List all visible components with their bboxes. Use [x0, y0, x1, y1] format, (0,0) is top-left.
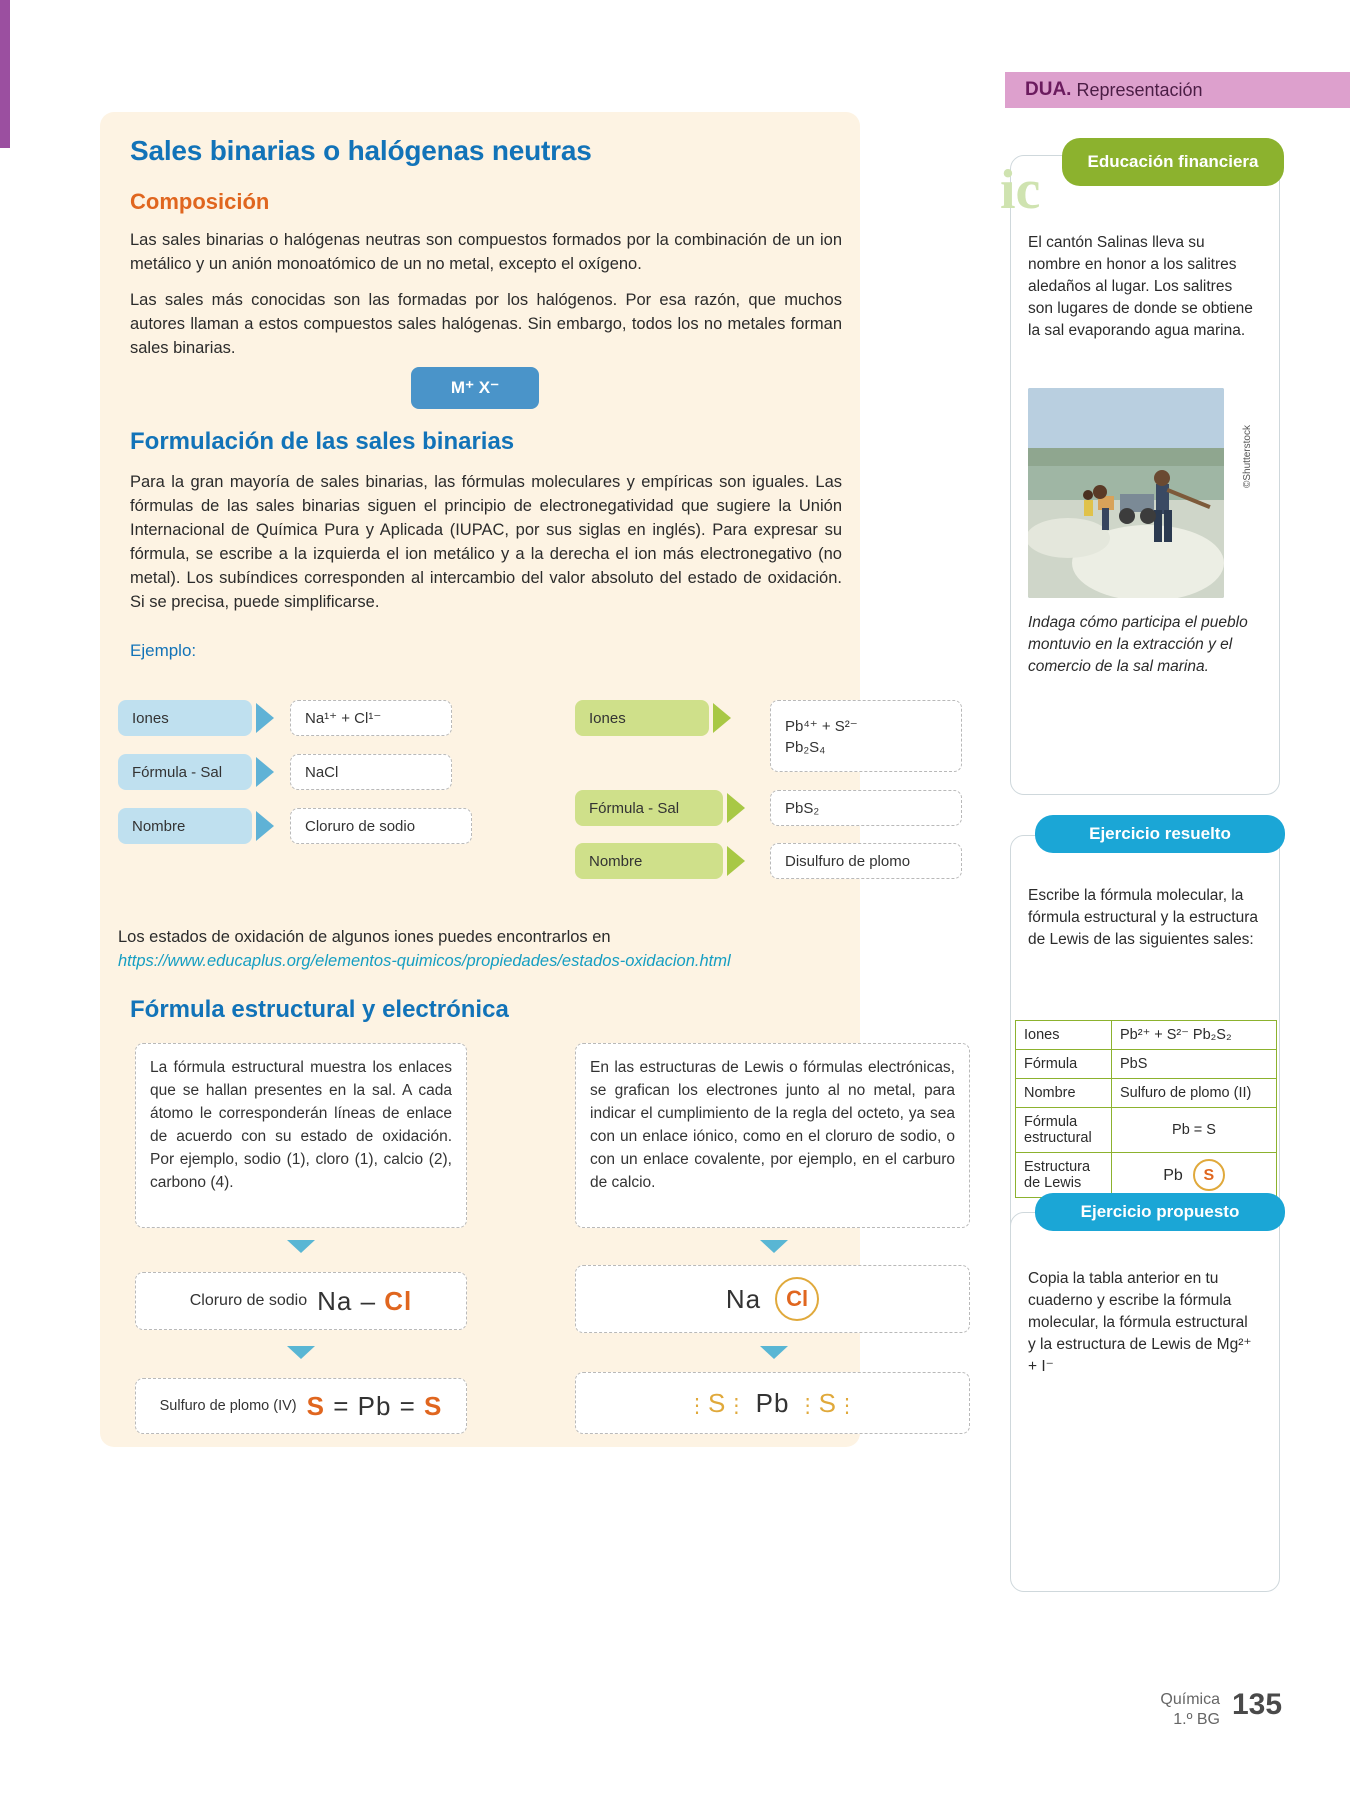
flow-right-row-1-value: PbS₂ [770, 790, 962, 826]
triangle-down-icon [287, 1346, 315, 1359]
resource-link-url[interactable]: https://www.educaplus.org/elementos-quimicos/propiedades/estados-oxidacion.html [118, 952, 731, 970]
flow-left-row-2-value: Cloruro de sodio [290, 808, 472, 844]
section-heading-formulacion: Formulación de las sales binarias [130, 428, 515, 455]
section-heading-estructural: Fórmula estructural y electrónica [130, 996, 509, 1023]
result-pbs2-formula: S = Pb = S [306, 1390, 443, 1421]
result-pbs2-label: Sulfuro de plomo (IV) [159, 1398, 297, 1414]
table-cell-value: Pb²⁺ + S²⁻ Pb₂S₂ [1112, 1021, 1277, 1050]
lewis-s-ring-icon: S [1193, 1159, 1225, 1191]
table-row [1016, 1021, 1277, 1050]
info-box-structural: La fórmula estructural muestra los enlaces que se hallan presentes en la sal. A cada átomo le corresponderán líneas de enlace de acuerdo con su estado de oxidación. Por ejemplo, sodio (1), cloro (1), calcio (2), carbono (4). [135, 1043, 467, 1228]
flow-right-row-0-label: Iones [575, 700, 709, 736]
ic-watermark-icon: ic [1000, 159, 1041, 221]
result-box-pbs2-lewis [575, 1372, 970, 1434]
triangle-down-icon [760, 1346, 788, 1359]
lewis-cl-ring-icon: Cl [775, 1277, 819, 1321]
info-box-lewis: En las estructuras de Lewis o fórmulas electrónicas, se grafican los electrones junto al no metal, para indicar el cumplimiento de la regla del octeto, ya sea con un enlace iónico, como en el cloruro de sodio, o con un enlace covalente, por ejemplo, en el carburo de calcio. [575, 1043, 970, 1228]
table-cell-label: Estructura de Lewis [1016, 1153, 1112, 1198]
flow-left-row-1-value: NaCl [290, 754, 452, 790]
table-cell-label: Iones [1016, 1021, 1112, 1050]
table-cell-value-lewis: Pb S [1112, 1153, 1277, 1198]
page-number: 135 [1232, 1688, 1283, 1721]
resource-link-block[interactable] [118, 925, 858, 973]
sidebar-card2-text: Escribe la fórmula molecular, la fórmula estructural y la estructura de Lewis de las siguientes sales: [1028, 887, 1259, 948]
sidebar-card3-text: Copia la tabla anterior en tu cuaderno y escribe la fórmula molecular, la fórmula estructural y la estructura de Lewis de Mg²⁺ + I⁻ [1028, 1270, 1252, 1375]
table-cell-label: Fórmula estructural [1016, 1108, 1112, 1153]
sidebar-card1-text: El cantón Salinas lleva su nombre en honor a los salitres aledaños al lugar. Los salitres son lugares de donde se obtiene la sal evaporando agua marina. [1028, 234, 1253, 339]
arrow-right-icon [727, 793, 745, 823]
general-formula-text: M⁺ X⁻ [450, 378, 500, 397]
salt-flats-photo [1028, 388, 1224, 598]
paragraph-formulacion: Para la gran mayoría de sales binarias, las fórmulas moleculares y empíricas son iguales. Las fórmulas de las sales binarias siguen el principio de electronegatividad que sugiere la Unión Internacional de Química Pura y Aplicada (IUPAC, por sus siglas en inglés). Para expresar su fórmula, se escribe a la izquierda el ion metálico y a la derecha el ion más electronegativo (no metal). Los subíndices corresponden al intercambio del valor absoluto del estado de oxidación. Si se precisa, puede simplificarse. [130, 473, 842, 611]
footer-level: 1.º BG [1173, 1711, 1220, 1728]
result-box-nacl-lewis [575, 1265, 970, 1333]
table-cell-value: Sulfuro de plomo (II) [1112, 1079, 1277, 1108]
table-row [1016, 1153, 1277, 1198]
flow-right-row-0-value-box [770, 700, 962, 772]
lewis-na-symbol: Na [725, 1283, 762, 1314]
dua-banner-text: Representación [1076, 79, 1203, 100]
flow-right-row-2-value: Disulfuro de plomo [770, 843, 962, 879]
dua-banner-bold: DUA. [1025, 79, 1072, 100]
flow-right-row-0-value: Pb⁴⁺ + S²⁻ [785, 717, 858, 735]
arrow-right-icon [256, 703, 274, 733]
result-box-pbs2 [135, 1378, 467, 1434]
lewis-pbs2-formula: ⋮S⋮ Pb ⋮S⋮ [687, 1387, 858, 1418]
flow-right-row-2-label: Nombre [575, 843, 723, 879]
section-heading-composicion: Composición [130, 189, 270, 214]
general-formula-chip [411, 367, 539, 409]
flow-right-row-1-label: Fórmula - Sal [575, 790, 723, 826]
result-box-nacl [135, 1272, 467, 1330]
sidebar-card1-caption: Indaga cómo participa el pueblo montuvio en la extracción y el comercio de la sal marina. [1028, 614, 1248, 675]
arrow-right-icon [727, 846, 745, 876]
ejercicio-resuelto-table [1015, 1020, 1277, 1198]
sidebar-card1-header: Educación financiera [1062, 138, 1284, 186]
table-row [1016, 1079, 1277, 1108]
dua-banner [1005, 72, 1350, 108]
sidebar-card3-header: Ejercicio propuesto [1035, 1193, 1285, 1231]
page-title: Sales binarias o halógenas neutras [130, 135, 592, 166]
table-cell-value: Pb = S [1112, 1108, 1277, 1153]
footer-subject: Química [1160, 1691, 1220, 1708]
left-purple-edge [0, 0, 10, 148]
flow-left-row-1-label: Fórmula - Sal [118, 754, 252, 790]
paragraph-composicion-1: Las sales binarias o halógenas neutras son compuestos formados por la combinación de un ion metálico y un anión monoatómico de un no metal, excepto el oxígeno. [130, 231, 842, 273]
photo-credit: ©Shutterstock [1242, 425, 1253, 488]
table-cell-value: PbS [1112, 1050, 1277, 1079]
result-nacl-formula: Na – Cl [317, 1285, 413, 1316]
table-row [1016, 1108, 1277, 1153]
sidebar-card2-header: Ejercicio resuelto [1035, 815, 1285, 853]
table-cell-label: Fórmula [1016, 1050, 1112, 1079]
flow-left-row-2-label: Nombre [118, 808, 252, 844]
triangle-down-icon [287, 1240, 315, 1253]
arrow-right-icon [256, 811, 274, 841]
footer-subject-block [1110, 1690, 1220, 1730]
result-nacl-label: Cloruro de sodio [189, 1292, 308, 1309]
table-cell-label: Nombre [1016, 1079, 1112, 1108]
arrow-right-icon [256, 757, 274, 787]
triangle-down-icon [760, 1240, 788, 1253]
flow-left-row-0-value: Na¹⁺ + Cl¹⁻ [290, 700, 452, 736]
arrow-right-icon [713, 703, 731, 733]
salt-flats-photo-svg [1028, 388, 1224, 598]
resource-link-intro: Los estados de oxidación de algunos iones puedes encontrarlos en [118, 928, 611, 946]
table-row [1016, 1050, 1277, 1079]
paragraph-composicion-2: Las sales más conocidas son las formadas por los halógenos. Por esa razón, que muchos autores llaman a estos compuestos sales halógenas. Sin embargo, todos los no metales forman sales binarias. [130, 291, 842, 357]
example-label: Ejemplo: [130, 641, 197, 660]
flow-right-row-0-value-handwritten: Pb₂S₄ [785, 738, 826, 756]
flow-left-row-0-label: Iones [118, 700, 252, 736]
